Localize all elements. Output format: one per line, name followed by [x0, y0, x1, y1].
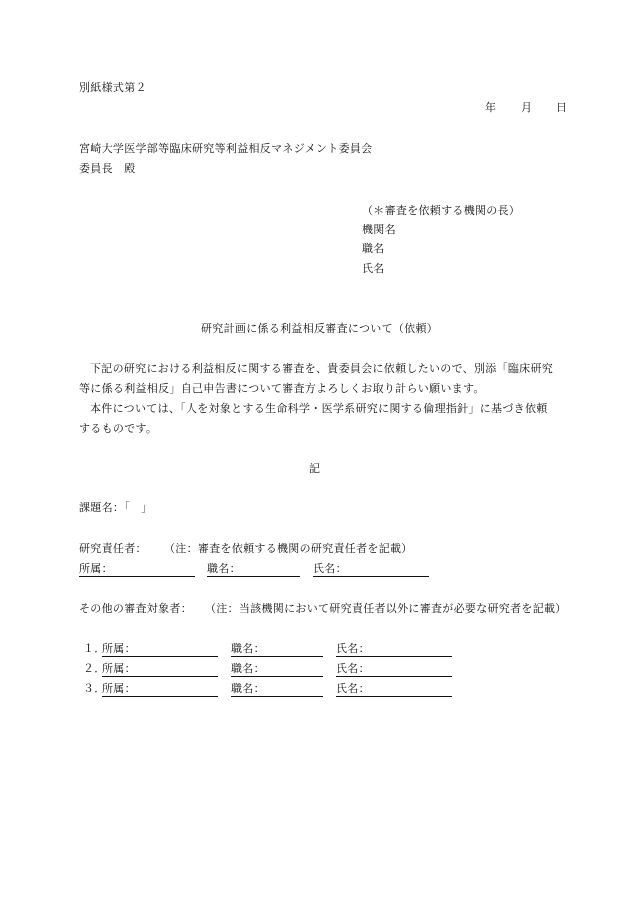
body-p1-l1: 下記の研究における利益相反に関する審査を、貴委員会に依頼したいので、別添「臨床研究: [90, 362, 554, 375]
addressee-org: 宮崎大学医学部等臨床研究等利益相反マネジメント委員会: [79, 142, 373, 155]
others-note: （注：当該機関において研究責任者以外に審査が必要な研究者を記載）: [205, 602, 567, 615]
row-number: ２．: [83, 662, 106, 675]
row-position-label: 職名：: [231, 682, 265, 695]
body-p1-l2: 等に係る利益相反」自己申告書について審査方よろしくお取り計らい願います。: [79, 382, 485, 395]
row-number: ３．: [83, 682, 106, 695]
row-affiliation-field[interactable]: [102, 662, 218, 677]
body-p2-l1: 本件については、「人を対象とする生命科学・医学系研究に関する倫理指針」に基づき依頼: [90, 402, 548, 415]
date-month: 月: [521, 101, 533, 114]
row-affiliation-field[interactable]: [102, 682, 218, 697]
pi-position-underline: [207, 562, 300, 577]
sender-note: （＊審査を依頼する機関の長）: [362, 204, 521, 217]
row-name-label: 氏名：: [336, 642, 370, 655]
row-affiliation-label: 所属：: [102, 642, 136, 655]
pi-position-label: 職名：: [207, 562, 241, 575]
date-year: 年: [485, 101, 497, 114]
row-affiliation-field[interactable]: [102, 642, 218, 657]
pi-name-underline: [313, 562, 429, 577]
sender-institution-label: 機関名: [362, 223, 396, 236]
topic-label: 課題名：「 」: [79, 501, 153, 514]
form-id: 別紙様式第２: [79, 81, 147, 94]
date-day: 日: [556, 101, 568, 114]
pi-affiliation-label: 所属：: [79, 562, 113, 575]
subject-title: 研究計画に係る利益相反審査について（依頼）: [201, 322, 439, 335]
row-name-label: 氏名：: [336, 662, 370, 675]
pi-label: 研究責任者：: [79, 542, 147, 555]
pi-name-label: 氏名：: [313, 562, 347, 575]
row-position-label: 職名：: [231, 662, 265, 675]
row-affiliation-label: 所属：: [102, 682, 136, 695]
row-name-label: 氏名：: [336, 682, 370, 695]
others-label: その他の審査対象者：: [79, 602, 192, 615]
body-p2-l2: するものです。: [79, 422, 158, 435]
row-position-label: 職名：: [231, 642, 265, 655]
row-number: １．: [83, 642, 106, 655]
sender-position-label: 職名: [362, 242, 385, 255]
sender-name-label: 氏名: [362, 262, 385, 275]
row-name-field[interactable]: [336, 682, 452, 697]
row-name-field[interactable]: [336, 662, 452, 677]
pi-note: （注：審査を依頼する機関の研究責任者を記載）: [164, 542, 413, 555]
pi-affiliation-underline: [79, 562, 195, 577]
ki-heading: 記: [309, 462, 321, 475]
row-position-field[interactable]: [231, 682, 323, 697]
row-position-field[interactable]: [231, 662, 323, 677]
row-position-field[interactable]: [231, 642, 323, 657]
addressee-title: 委員長 殿: [79, 162, 136, 175]
row-name-field[interactable]: [336, 642, 452, 657]
row-affiliation-label: 所属：: [102, 662, 136, 675]
